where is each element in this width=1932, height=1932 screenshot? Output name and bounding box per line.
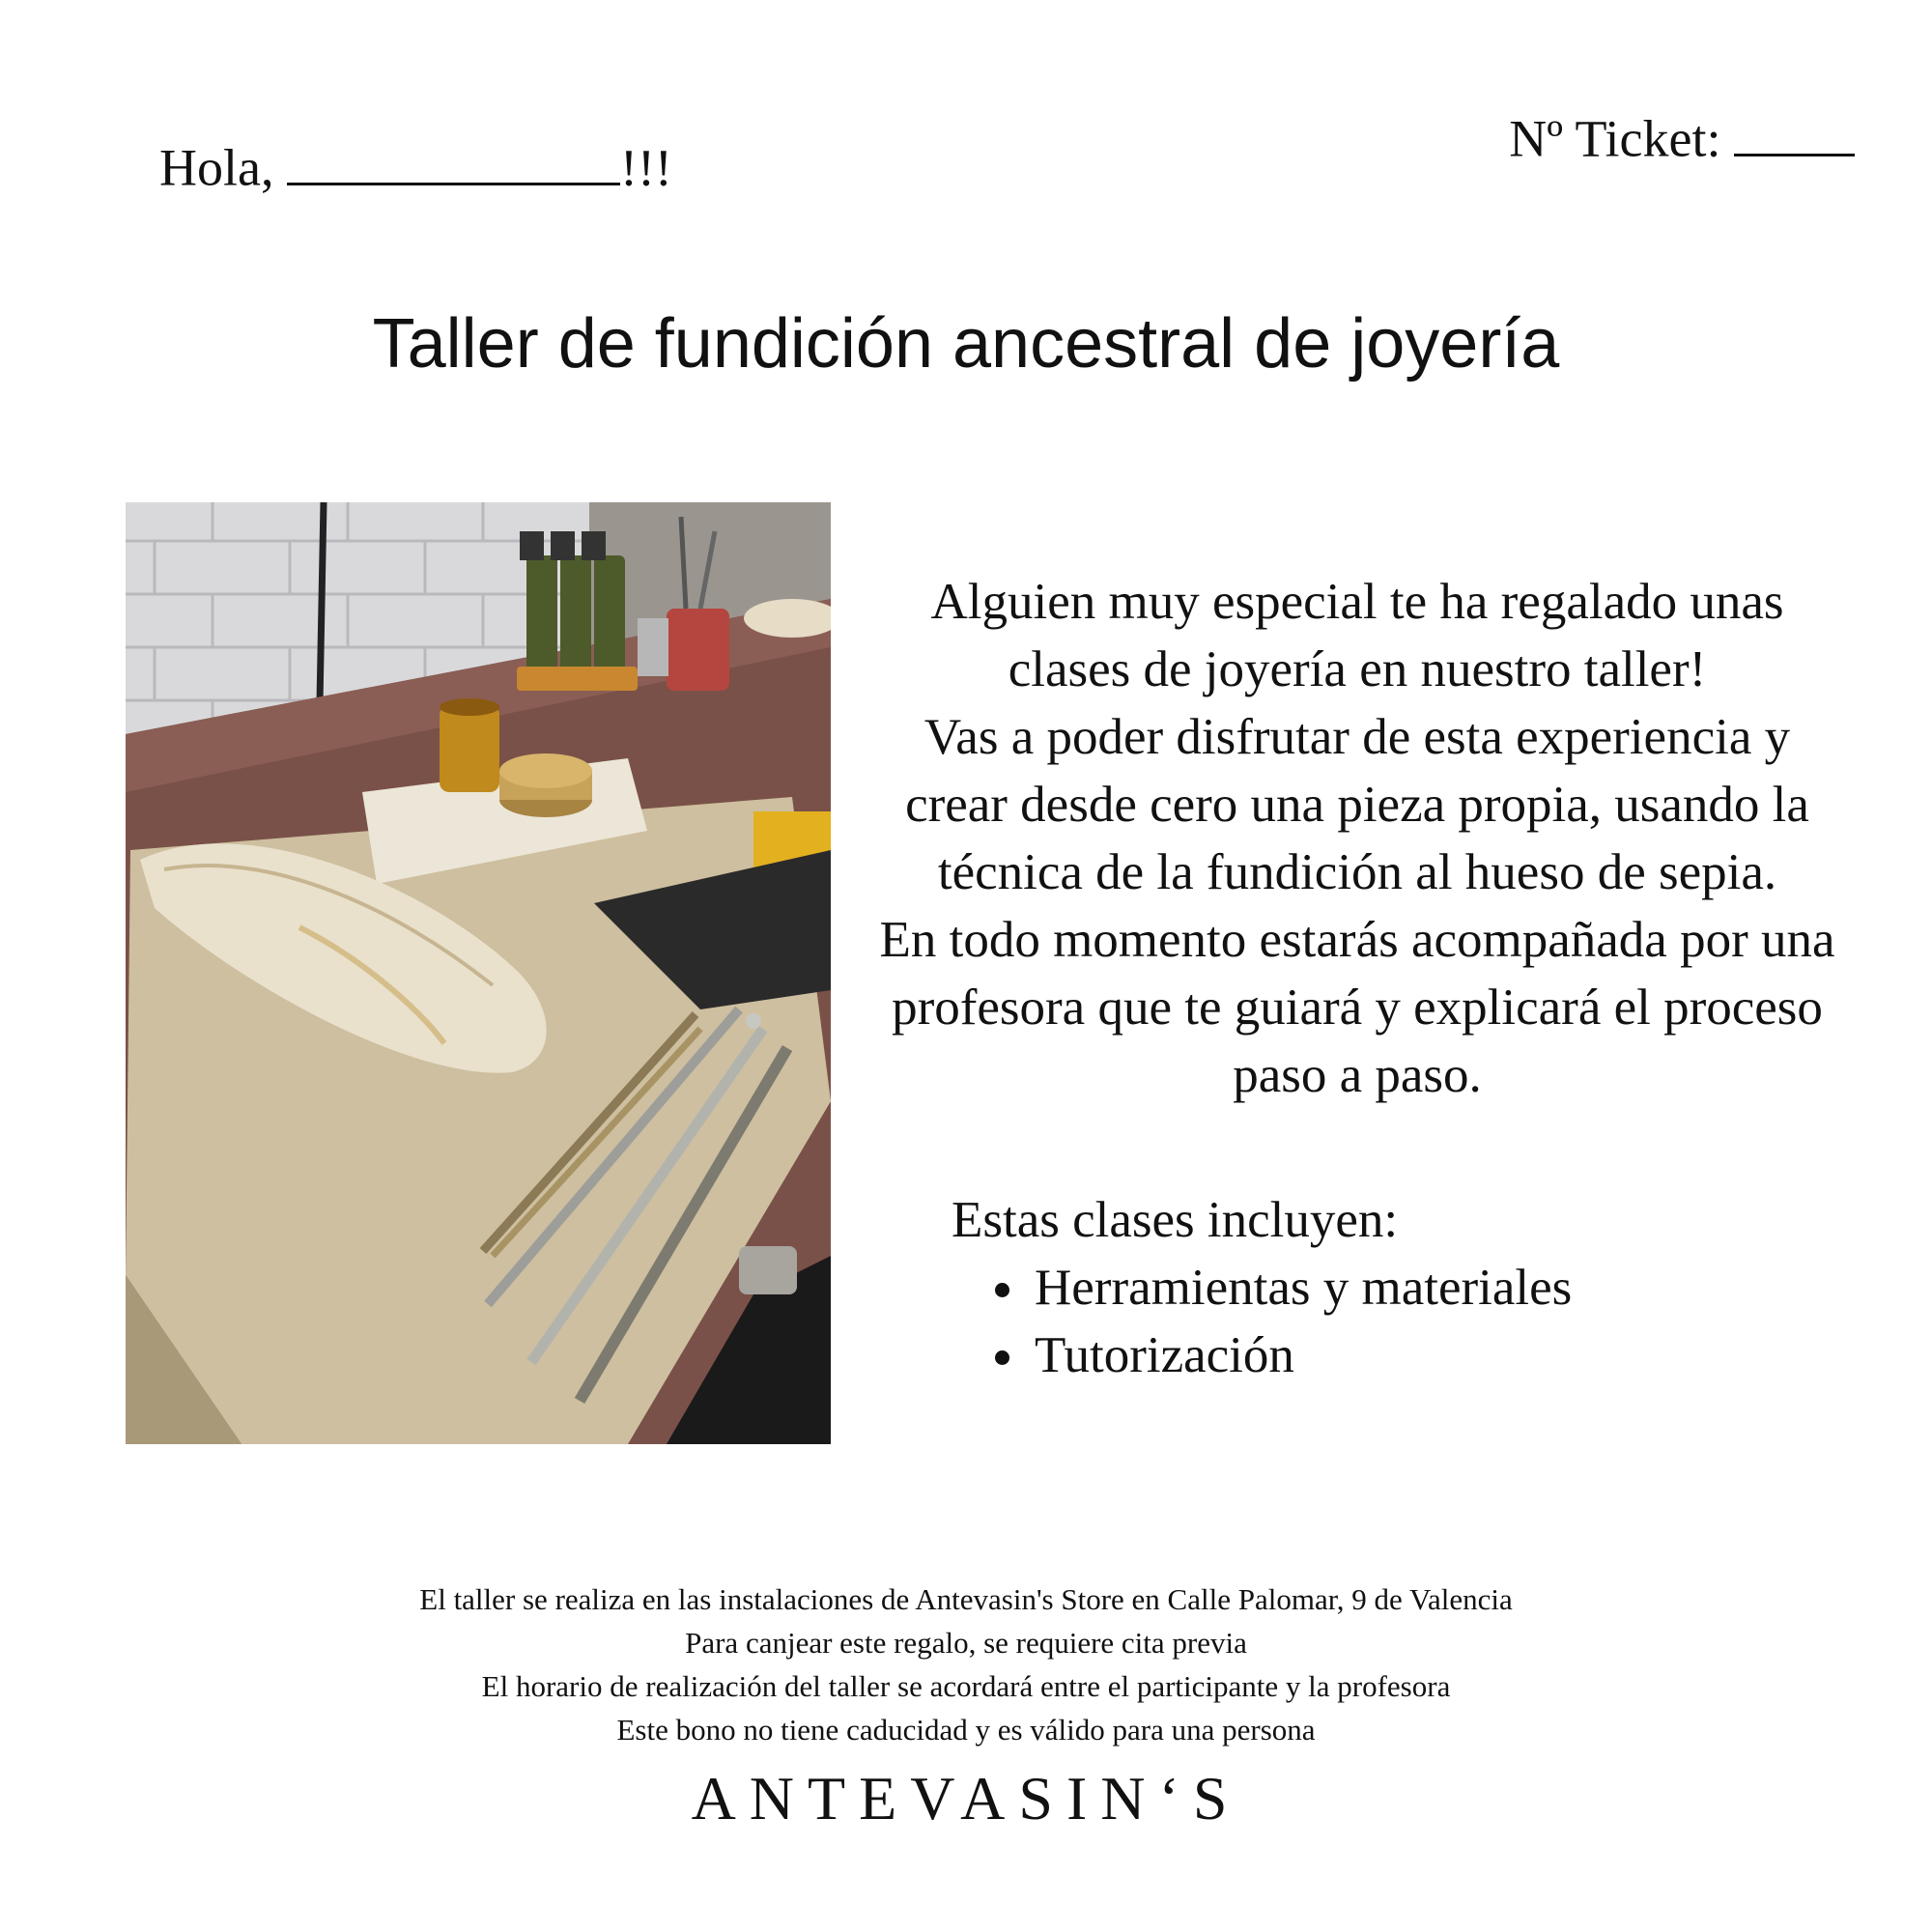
greeting-prefix: Hola, bbox=[159, 138, 274, 197]
list-item: • Herramientas y materiales bbox=[1031, 1254, 1821, 1321]
footer-notes bbox=[0, 1577, 1932, 1751]
ticket-blank-line bbox=[1734, 106, 1855, 156]
ticket-label: Nº Ticket: bbox=[1509, 109, 1721, 168]
name-blank-line bbox=[287, 135, 620, 185]
body-paragraph: Vas a poder disfrutar de esta experiencia y crear desde cero una pieza propia, usando la técnica de la fundición al hueso de sepia. bbox=[905, 709, 1809, 900]
footer-line: El horario de realización del taller se acordará entre el participante y la profesora bbox=[481, 1669, 1451, 1703]
body-text bbox=[869, 568, 1845, 1109]
footer-line: El taller se realiza en las instalaciones de Antevasin's Store en Calle Palomar, 9 de Valencia bbox=[419, 1582, 1513, 1616]
footer-line: Para canjear este regalo, se requiere cita previa bbox=[685, 1626, 1247, 1660]
page-title: Taller de fundición ancestral de joyería bbox=[372, 305, 1560, 383]
includes-heading: Estas clases incluyen: bbox=[952, 1192, 1399, 1248]
body-paragraph: Alguien muy especial te ha regalado unas clases de joyería en nuestro taller! bbox=[930, 574, 1784, 697]
ticket-number-line bbox=[1509, 106, 1855, 169]
greeting-line bbox=[159, 135, 672, 198]
brand-logo: ANTEVASIN‘S bbox=[691, 1764, 1241, 1833]
greeting-suffix: !!! bbox=[619, 138, 672, 197]
body-paragraph: En todo momento estarás acompañada por una profesora que te guiará y explicará el proceso paso a paso. bbox=[879, 912, 1835, 1103]
workshop-photo bbox=[126, 502, 831, 1444]
list-item: • Tutorización bbox=[1031, 1321, 1821, 1389]
footer-line: Este bono no tiene caducidad y es válido para una persona bbox=[616, 1713, 1316, 1747]
includes-list bbox=[952, 1254, 1821, 1389]
includes-section bbox=[952, 1186, 1821, 1389]
